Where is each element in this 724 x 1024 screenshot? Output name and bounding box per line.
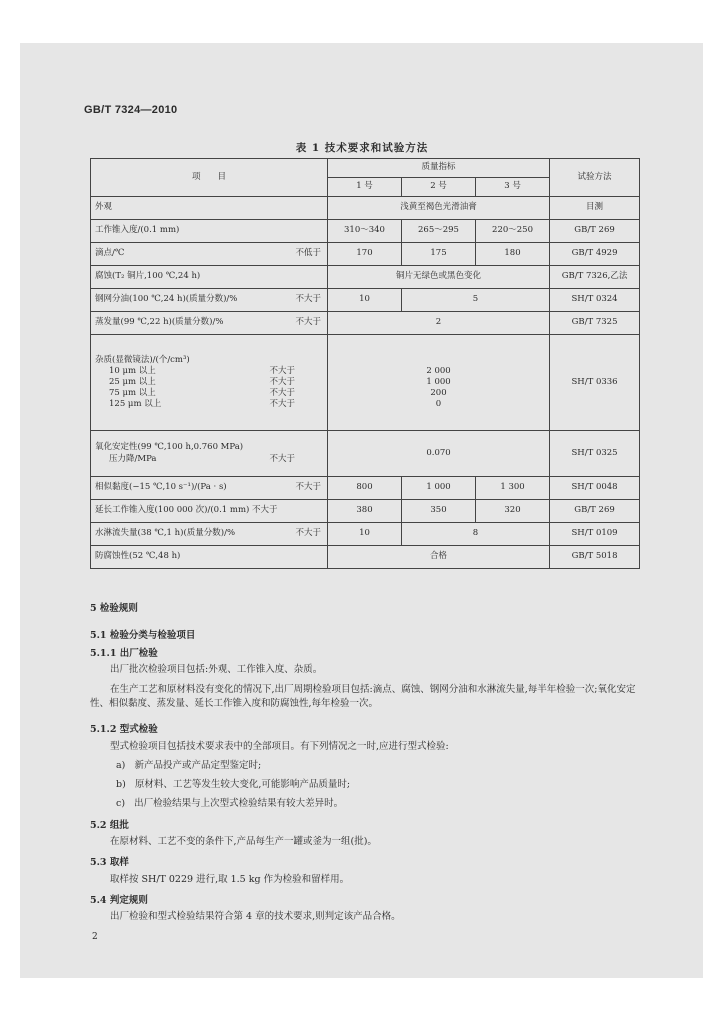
spec-table bbox=[90, 158, 640, 569]
row-method: GB/T 269 bbox=[550, 220, 640, 243]
row-limit: 不大于 bbox=[295, 482, 321, 493]
row-name-cell bbox=[91, 243, 328, 266]
impurity-sub-row bbox=[95, 399, 323, 410]
row-limit: 不大于 bbox=[295, 294, 321, 305]
table-row bbox=[91, 523, 640, 546]
impurity-values bbox=[328, 335, 550, 431]
list-text: 出厂检验结果与上次型式检验结果有较大差异时。 bbox=[134, 798, 344, 809]
table-row bbox=[91, 289, 640, 312]
section-5-1-heading: 5.1 检验分类与检验项目 bbox=[90, 630, 196, 641]
table-row bbox=[91, 312, 640, 335]
impurity-sub-row bbox=[95, 388, 323, 399]
row-name: 蒸发量(99 ℃,22 h)(质量分数)/% bbox=[95, 317, 224, 328]
section-5-heading: 5 检验规则 bbox=[90, 603, 138, 614]
row-value-2: 350 bbox=[402, 500, 476, 523]
section-5-3-heading: 5.3 取样 bbox=[90, 857, 129, 868]
row-value-1: 170 bbox=[328, 243, 402, 266]
row-value-3: 320 bbox=[476, 500, 550, 523]
sub-label: 125 μm 以上 bbox=[109, 399, 162, 410]
row-name: 钢网分油(100 ℃,24 h)(质量分数)/% bbox=[95, 294, 238, 305]
list-marker: a) bbox=[116, 760, 126, 771]
row-name-cell bbox=[91, 335, 328, 431]
sub-value: 0 bbox=[435, 399, 442, 410]
table-row bbox=[91, 477, 640, 500]
row-method: GB/T 4929 bbox=[550, 243, 640, 266]
row-method: GB/T 7325 bbox=[550, 312, 640, 335]
section-5-1-1-heading: 5.1.1 出厂检验 bbox=[90, 648, 158, 659]
header-grade-2: 2 号 bbox=[402, 178, 476, 197]
paragraph-5-1-1-b: 在生产工艺和原材料没有变化的情况下,出厂周期检验项目包括:滴点、腐蚀、钢网分油和水淋流失量,每半年检验一次;氧化安定性、相似黏度、蒸发量、延长工作锥入度和防腐蚀性,每年检验一次。 bbox=[90, 684, 636, 709]
row-value-1: 10 bbox=[328, 523, 402, 546]
sub-value: 200 bbox=[430, 388, 447, 399]
row-method: SH/T 0048 bbox=[550, 477, 640, 500]
paragraph-5-2: 在原材料、工艺不变的条件下,产品每生产一罐或釜为一组(批)。 bbox=[110, 836, 377, 847]
table-row bbox=[91, 220, 640, 243]
paragraph-5-4: 出厂检验和型式检验结果符合第 4 章的技术要求,则判定该产品合格。 bbox=[110, 911, 401, 922]
oxidation-sub-row bbox=[95, 454, 323, 465]
row-value-2: 265～295 bbox=[402, 220, 476, 243]
row-name-cell bbox=[91, 477, 328, 500]
sub-label: 压力降/MPa bbox=[109, 453, 157, 464]
impurity-sub-row bbox=[95, 377, 323, 388]
row-value-2: 1 000 bbox=[402, 477, 476, 500]
row-value-3: 180 bbox=[476, 243, 550, 266]
table-title: 表 1 技术要求和试验方法 bbox=[295, 142, 429, 154]
list-marker: b) bbox=[116, 779, 126, 790]
paragraph-5-1-2: 型式检验项目包括技术要求表中的全部项目。有下列情况之一时,应进行型式检验: bbox=[110, 741, 449, 752]
standard-code: GB/T 7324—2010 bbox=[84, 104, 178, 116]
row-method: SH/T 0336 bbox=[550, 335, 640, 431]
list-text: 原材料、工艺等发生较大变化,可能影响产品质量时; bbox=[134, 779, 351, 790]
row-value: 2 bbox=[328, 312, 550, 335]
row-value-3: 1 300 bbox=[476, 477, 550, 500]
row-value-23: 5 bbox=[402, 289, 550, 312]
header-item: 项 目 bbox=[91, 159, 328, 197]
row-name: 防腐蚀性(52 ℃,48 h) bbox=[91, 546, 328, 569]
row-method: GB/T 269 bbox=[550, 500, 640, 523]
header-grade-1: 1 号 bbox=[328, 178, 402, 197]
row-value-1: 10 bbox=[328, 289, 402, 312]
table-row bbox=[91, 266, 640, 289]
list-item bbox=[116, 797, 636, 811]
sub-limit: 不大于 bbox=[269, 365, 295, 376]
row-name: 水淋流失量(38 ℃,1 h)(质量分数)/% bbox=[95, 528, 236, 539]
sub-value: 1 000 bbox=[426, 376, 451, 387]
list-marker: c) bbox=[116, 798, 126, 809]
sub-limit: 不大于 bbox=[269, 399, 295, 410]
row-limit: 不大于 bbox=[269, 453, 295, 464]
row-name: 相似黏度(−15 ℃,10 s⁻¹)/(Pa · s) bbox=[95, 482, 227, 493]
list-text: 新产品投产或产品定型鉴定时; bbox=[134, 760, 262, 771]
row-method: GB/T 7326,乙法 bbox=[550, 266, 640, 289]
table-row bbox=[91, 335, 640, 431]
sub-limit: 不大于 bbox=[269, 388, 295, 399]
row-name: 腐蚀(T₂ 铜片,100 ℃,24 h) bbox=[91, 266, 328, 289]
table-row bbox=[91, 546, 640, 569]
row-value-23: 8 bbox=[402, 523, 550, 546]
row-limit: 不低于 bbox=[295, 248, 321, 259]
row-value: 浅黄至褐色光滑油膏 bbox=[328, 197, 550, 220]
row-method: GB/T 5018 bbox=[550, 546, 640, 569]
row-value: 铜片无绿色或黑色变化 bbox=[328, 266, 550, 289]
paragraph-5-3: 取样按 SH/T 0229 进行,取 1.5 kg 作为检验和留样用。 bbox=[110, 874, 350, 885]
row-name-cell bbox=[91, 523, 328, 546]
row-name: 杂质(显微镜法)/(个/cm³) bbox=[95, 354, 190, 365]
paragraph-5-1-1-a: 出厂批次检验项目包括:外观、工作锥入度、杂质。 bbox=[110, 664, 323, 675]
row-name-cell bbox=[91, 312, 328, 335]
row-method: 目测 bbox=[550, 197, 640, 220]
row-value: 合格 bbox=[328, 546, 550, 569]
row-value-1: 310～340 bbox=[328, 220, 402, 243]
row-name: 延长工作锥入度(100 000 次)/(0.1 mm) 不大于 bbox=[91, 500, 328, 523]
list-item bbox=[116, 778, 636, 792]
sub-label: 25 μm 以上 bbox=[109, 376, 156, 387]
table-row bbox=[91, 243, 640, 266]
section-5-2-heading: 5.2 组批 bbox=[90, 820, 129, 831]
table-row bbox=[91, 431, 640, 477]
list-item bbox=[116, 759, 636, 773]
row-value-2: 175 bbox=[402, 243, 476, 266]
row-name: 滴点/℃ bbox=[95, 248, 125, 259]
row-method: SH/T 0324 bbox=[550, 289, 640, 312]
sub-value: 2 000 bbox=[426, 365, 451, 376]
sub-label: 75 μm 以上 bbox=[109, 388, 156, 399]
row-name: 氧化安定性(99 ℃,100 h,0.760 MPa) bbox=[95, 442, 244, 453]
row-name-cell bbox=[91, 431, 328, 477]
row-value-1: 800 bbox=[328, 477, 402, 500]
header-grade-3: 3 号 bbox=[476, 178, 550, 197]
table-row bbox=[91, 197, 640, 220]
row-value-1: 380 bbox=[328, 500, 402, 523]
row-name-cell bbox=[91, 289, 328, 312]
row-value-3: 220～250 bbox=[476, 220, 550, 243]
sub-limit: 不大于 bbox=[269, 376, 295, 387]
impurity-sub-row bbox=[95, 366, 323, 377]
row-method: SH/T 0325 bbox=[550, 431, 640, 477]
header-method: 试验方法 bbox=[550, 159, 640, 197]
row-limit: 不大于 bbox=[295, 528, 321, 539]
section-5-1-2-heading: 5.1.2 型式检验 bbox=[90, 724, 158, 735]
page-number: 2 bbox=[92, 932, 98, 942]
row-name: 外观 bbox=[91, 197, 328, 220]
section-5-4-heading: 5.4 判定规则 bbox=[90, 895, 148, 906]
row-limit: 不大于 bbox=[295, 317, 321, 328]
header-quality: 质量指标 bbox=[328, 159, 550, 178]
row-name: 工作锥入度/(0.1 mm) bbox=[91, 220, 328, 243]
table-row bbox=[91, 500, 640, 523]
row-value: 0.070 bbox=[328, 431, 550, 477]
row-method: SH/T 0109 bbox=[550, 523, 640, 546]
sub-label: 10 μm 以上 bbox=[109, 365, 156, 376]
